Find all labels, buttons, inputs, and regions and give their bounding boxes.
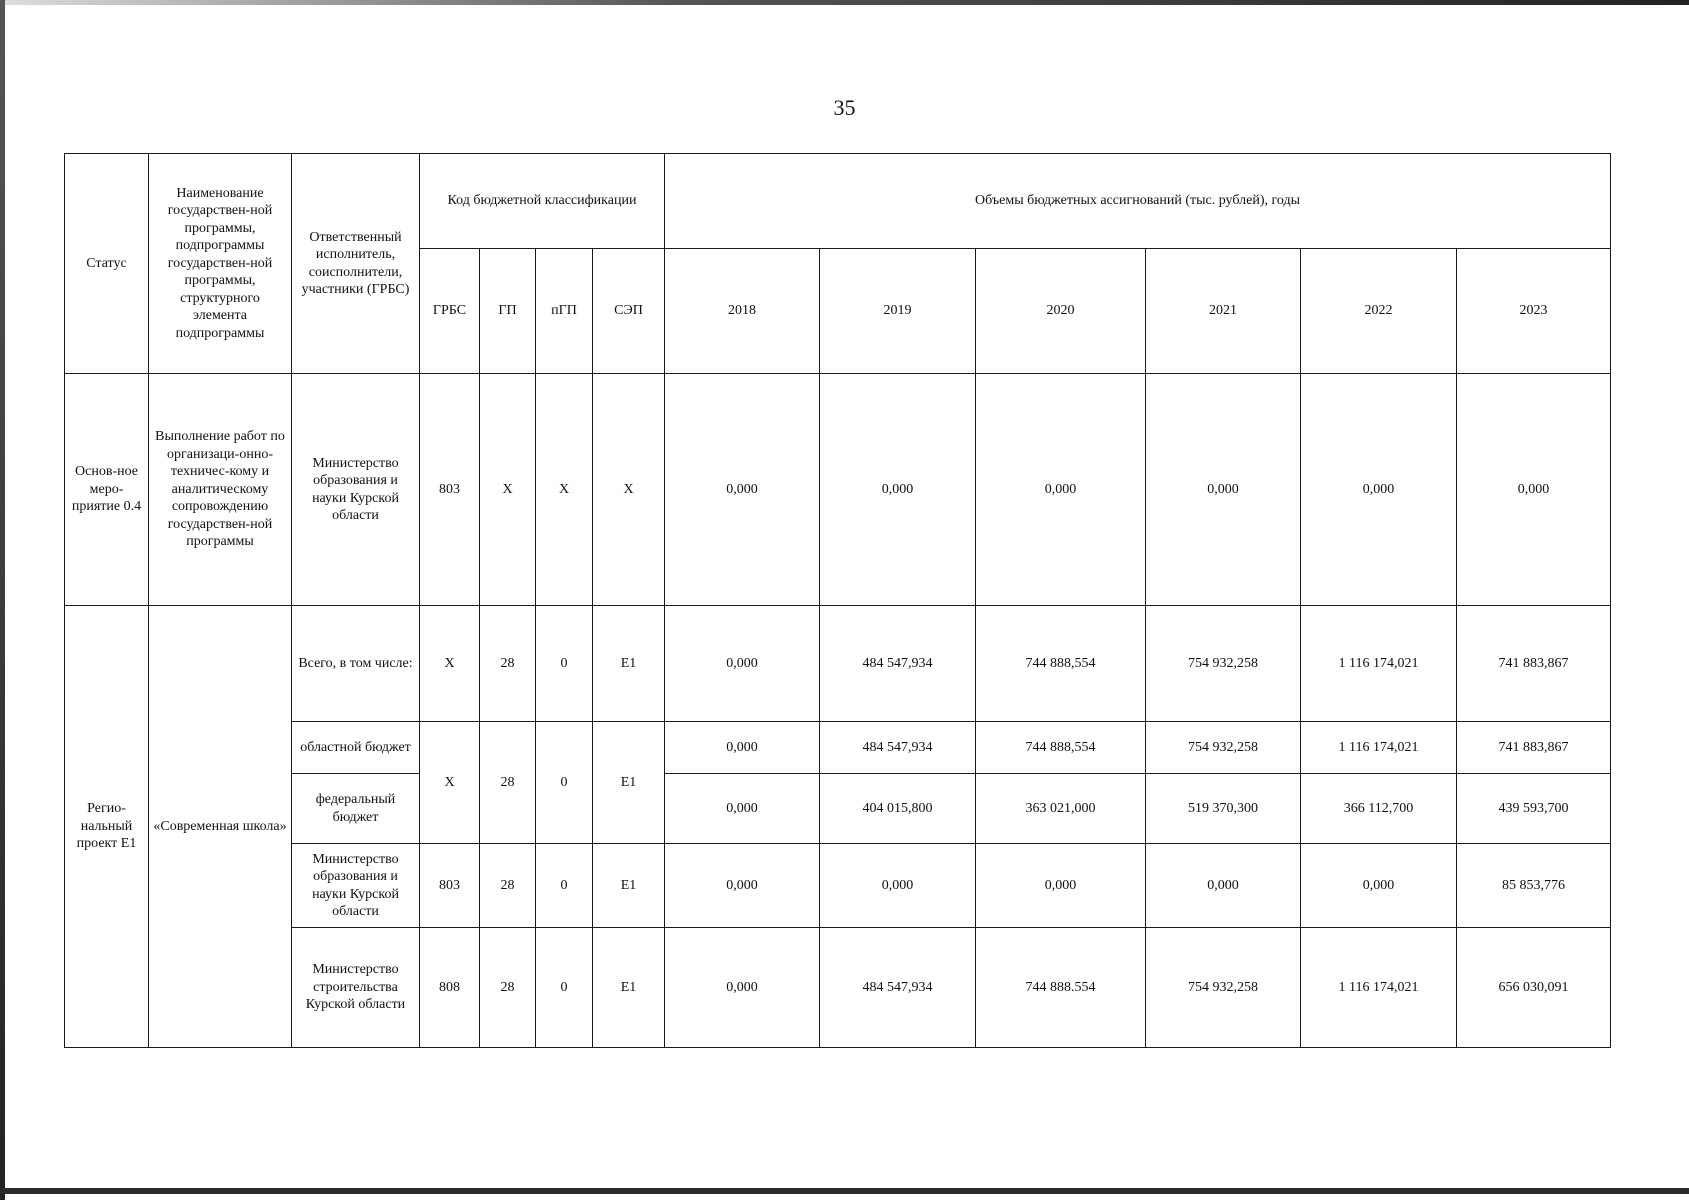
responsible-cell: Всего, в том числе: xyxy=(292,606,420,722)
code-cell: Е1 xyxy=(593,606,665,722)
value-cell: 0,000 xyxy=(665,722,820,774)
value-cell: 741 883,867 xyxy=(1457,722,1611,774)
header-year: 2018 xyxy=(665,249,820,374)
code-cell: X xyxy=(536,374,593,606)
value-cell: 0,000 xyxy=(665,374,820,606)
status-cell: Регио-нальный проект Е1 xyxy=(65,606,149,1048)
code-cell: 0 xyxy=(536,844,593,928)
table-row-ministry-education xyxy=(65,844,1611,928)
value-cell: 741 883,867 xyxy=(1457,606,1611,722)
code-cell: 28 xyxy=(480,928,536,1048)
table-row-federal-budget xyxy=(65,774,1611,844)
value-cell: 0,000 xyxy=(665,928,820,1048)
code-cell: X xyxy=(593,374,665,606)
responsible-cell: федеральный бюджет xyxy=(292,774,420,844)
value-cell: 0,000 xyxy=(1457,374,1611,606)
responsible-cell: Министерство образования и науки Курской области xyxy=(292,844,420,928)
code-cell: X xyxy=(420,606,480,722)
value-cell: 484 547,934 xyxy=(820,722,976,774)
header-code-pgp: пГП xyxy=(536,249,593,374)
responsible-cell: областной бюджет xyxy=(292,722,420,774)
responsible-cell: Министерство строительства Курской области xyxy=(292,928,420,1048)
header-year: 2021 xyxy=(1146,249,1301,374)
code-cell: 28 xyxy=(480,722,536,844)
value-cell: 0,000 xyxy=(820,844,976,928)
header-budget-code: Код бюджетной классификации xyxy=(420,154,665,249)
value-cell: 656 030,091 xyxy=(1457,928,1611,1048)
value-cell: 519 370,300 xyxy=(1146,774,1301,844)
header-year: 2019 xyxy=(820,249,976,374)
header-responsible: Ответственный исполнитель, соисполнители, участники (ГРБС) xyxy=(292,154,420,374)
value-cell: 1 116 174,021 xyxy=(1301,722,1457,774)
value-cell: 484 547,934 xyxy=(820,928,976,1048)
value-cell: 754 932,258 xyxy=(1146,606,1301,722)
value-cell: 1 116 174,021 xyxy=(1301,606,1457,722)
value-cell: 0,000 xyxy=(1146,374,1301,606)
value-cell: 404 015,800 xyxy=(820,774,976,844)
value-cell: 0,000 xyxy=(1301,374,1457,606)
budget-table xyxy=(64,153,1611,1048)
code-cell: 0 xyxy=(536,722,593,844)
scan-bottom-edge xyxy=(0,1188,1689,1194)
table-row-activity-0-4 xyxy=(65,374,1611,606)
code-cell: Е1 xyxy=(593,722,665,844)
code-cell: Е1 xyxy=(593,844,665,928)
code-cell: 808 xyxy=(420,928,480,1048)
code-cell: 28 xyxy=(480,844,536,928)
value-cell: 439 593,700 xyxy=(1457,774,1611,844)
header-code-gp: ГП xyxy=(480,249,536,374)
value-cell: 0,000 xyxy=(820,374,976,606)
value-cell: 366 112,700 xyxy=(1301,774,1457,844)
code-cell: X xyxy=(420,722,480,844)
header-code-grbs: ГРБС xyxy=(420,249,480,374)
status-cell: Основ-ное меро-приятие 0.4 xyxy=(65,374,149,606)
value-cell: 0,000 xyxy=(1301,844,1457,928)
header-code-sep: СЭП xyxy=(593,249,665,374)
code-cell: 28 xyxy=(480,606,536,722)
table-row-regional-budget xyxy=(65,722,1611,774)
header-name: Наименование государствен-ной программы, подпрограммы государствен-ной программы, структурного элемента подпрограммы xyxy=(149,154,292,374)
header-year: 2020 xyxy=(976,249,1146,374)
header-year: 2023 xyxy=(1457,249,1611,374)
code-cell: 0 xyxy=(536,606,593,722)
header-year: 2022 xyxy=(1301,249,1457,374)
value-cell: 744 888,554 xyxy=(976,722,1146,774)
value-cell: 85 853,776 xyxy=(1457,844,1611,928)
code-cell: 803 xyxy=(420,374,480,606)
value-cell: 754 932,258 xyxy=(1146,722,1301,774)
value-cell: 744 888,554 xyxy=(976,606,1146,722)
value-cell: 744 888.554 xyxy=(976,928,1146,1048)
table-row-ministry-construction xyxy=(65,928,1611,1048)
value-cell: 484 547,934 xyxy=(820,606,976,722)
code-cell: 803 xyxy=(420,844,480,928)
value-cell: 0,000 xyxy=(665,774,820,844)
code-cell: 0 xyxy=(536,928,593,1048)
header-row-top xyxy=(65,154,1611,249)
value-cell: 0,000 xyxy=(976,844,1146,928)
header-allocations: Объемы бюджетных ассигнований (тыс. рублей), годы xyxy=(665,154,1611,249)
code-cell: Е1 xyxy=(593,928,665,1048)
value-cell: 0,000 xyxy=(665,606,820,722)
value-cell: 0,000 xyxy=(1146,844,1301,928)
value-cell: 0,000 xyxy=(665,844,820,928)
value-cell: 1 116 174,021 xyxy=(1301,928,1457,1048)
scan-left-edge xyxy=(0,0,5,1200)
name-cell: Выполнение работ по организаци-онно-техничес-кому и аналитическому сопровождению государствен-ной программы xyxy=(149,374,292,606)
page-number: 35 xyxy=(833,95,856,120)
code-cell: X xyxy=(480,374,536,606)
scan-top-edge xyxy=(0,0,1689,5)
value-cell: 754 932,258 xyxy=(1146,928,1301,1048)
table-row-project-total xyxy=(65,606,1611,722)
value-cell: 363 021,000 xyxy=(976,774,1146,844)
responsible-cell: Министерство образования и науки Курской области xyxy=(292,374,420,606)
header-status: Статус xyxy=(65,154,149,374)
name-cell: «Современная школа» xyxy=(149,606,292,1048)
value-cell: 0,000 xyxy=(976,374,1146,606)
